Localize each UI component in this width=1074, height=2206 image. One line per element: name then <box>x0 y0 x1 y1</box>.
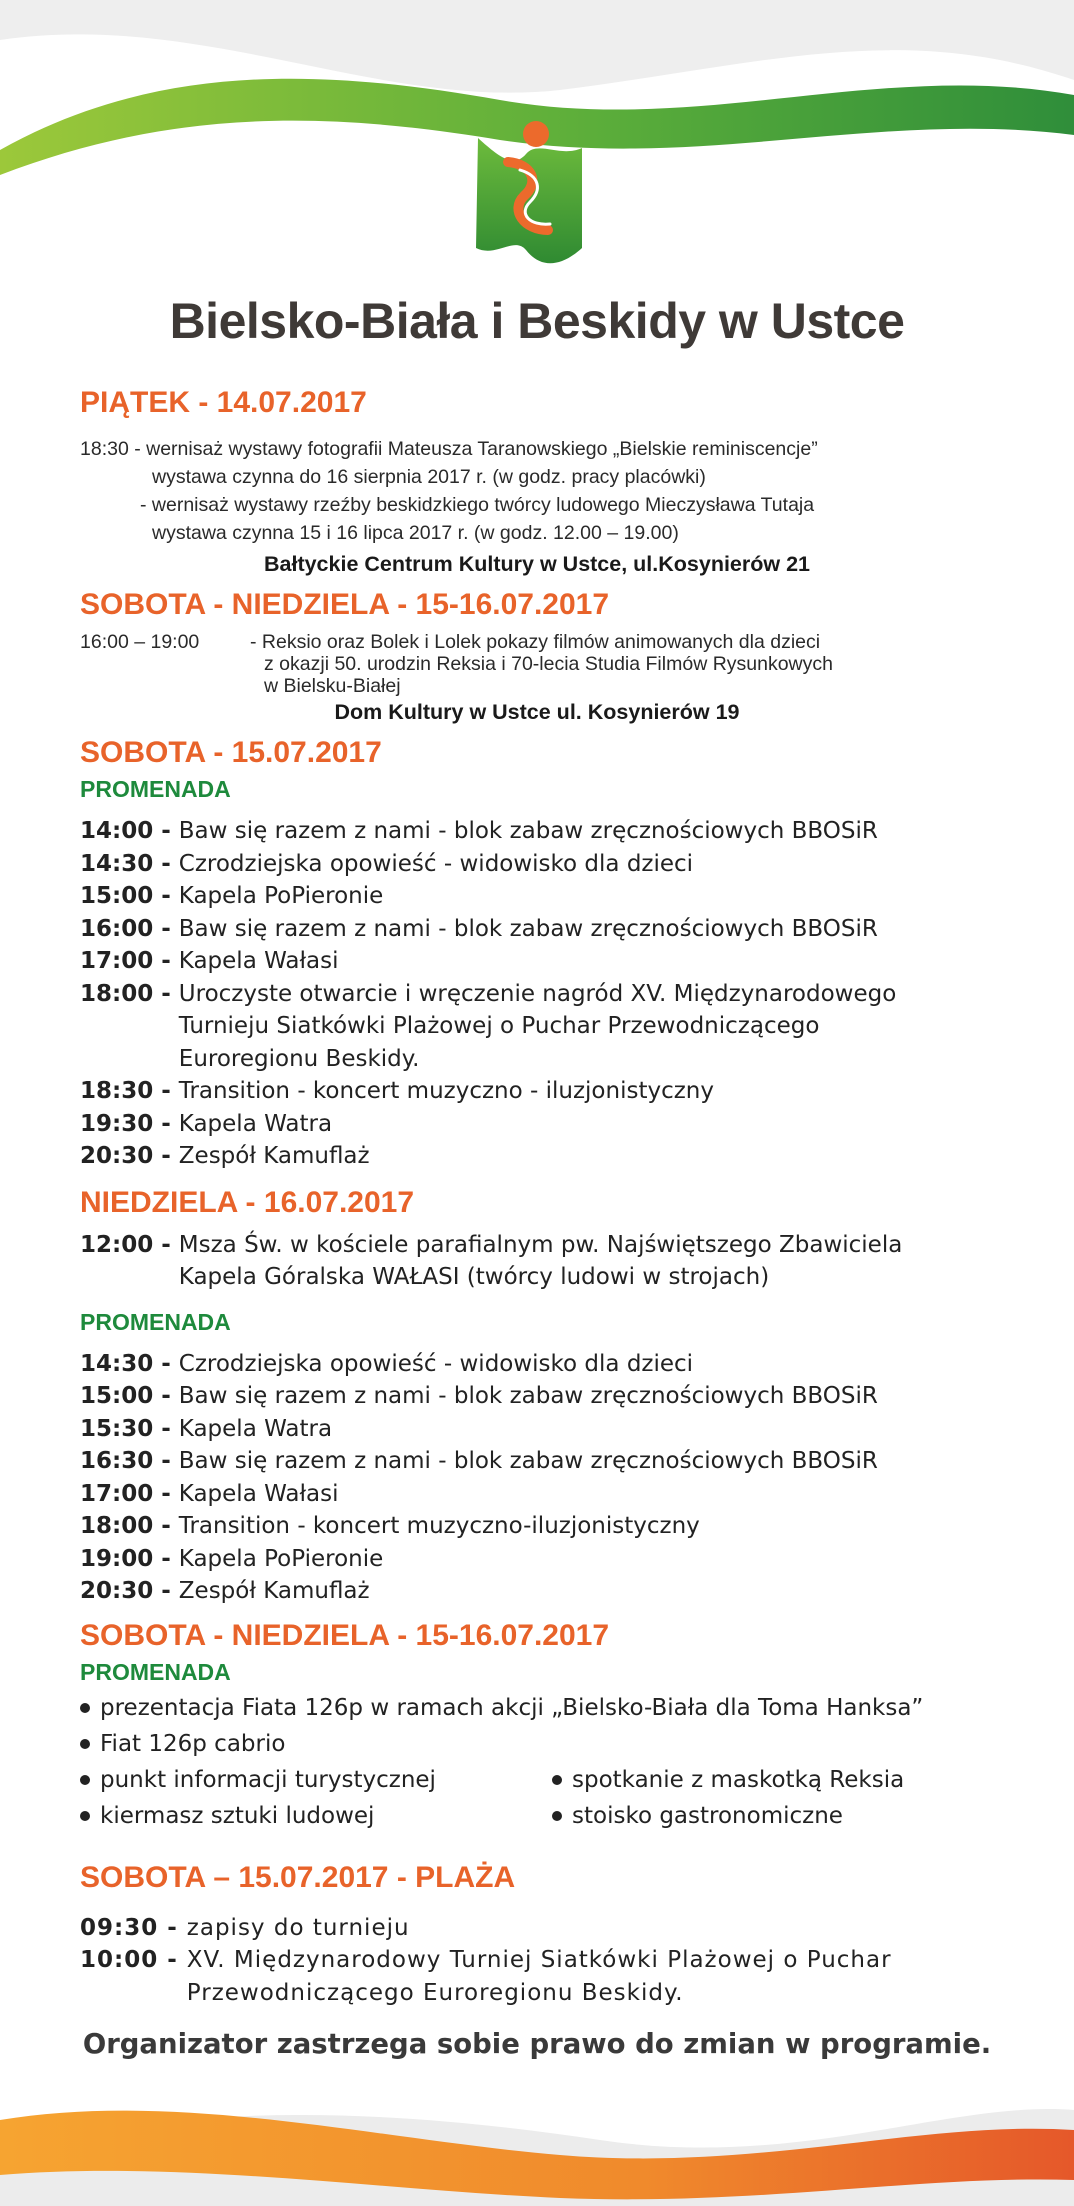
bullet-text: Fiat 126p cabrio <box>100 1730 286 1757</box>
beach-event-list <box>80 1912 900 2010</box>
saturday-event-list <box>80 815 910 1173</box>
event-item <box>80 1140 910 1173</box>
bullet-dot <box>552 1811 562 1821</box>
sunday-mass-item <box>80 1229 1000 1294</box>
bullet-item <box>80 1762 552 1798</box>
event-time: 12:00 - <box>80 1231 179 1258</box>
bullet-item <box>552 1798 843 1834</box>
event-description: Kapela Watra <box>178 1110 333 1137</box>
bullet-dot <box>80 1775 90 1785</box>
event-item <box>80 880 910 913</box>
program-content <box>80 383 1000 2009</box>
bullet-text: punkt informacji turystycznej <box>100 1766 436 1793</box>
sunday-mass-line-2: Kapela Góralska WAŁASI (twórcy ludowi w strojach) <box>178 1264 770 1290</box>
event-item <box>80 1575 940 1608</box>
sunday-mass-desc <box>179 1229 1000 1294</box>
event-time: 18:30 - <box>80 1078 179 1104</box>
bullet-item <box>80 1798 552 1834</box>
friday-line-2: wystawa czynna do 16 sierpnia 2017 r. (w godz. pracy placówki) <box>152 466 706 488</box>
event-time: 15:00 - <box>80 883 179 909</box>
event-time: 10:00 - <box>80 1947 187 1973</box>
event-time: 19:00 - <box>80 1545 179 1572</box>
event-item <box>80 1944 900 2009</box>
event-time: 17:00 - <box>80 948 179 974</box>
event-item <box>80 848 910 881</box>
event-item <box>80 1543 940 1576</box>
event-description: XV. Międzynarodowy Turniej Siatkówki Plażowej o Puchar Przewodniczącego Euroregionu Beskidy. <box>186 1947 892 2006</box>
event-description: Kapela PoPieronie <box>178 883 384 909</box>
event-description: Uroczyste otwarcie i wręczenie nagród XV. Międzynarodowego Turnieju Siatkówki Plażowej o Puchar Przewodniczącego Euroregionu Beskidy. <box>178 980 897 1072</box>
event-description: Czrodziejska opowieść - widowisko dla dzieci <box>178 1350 694 1377</box>
event-description: Czrodziejska opowieść - widowisko dla dzieci <box>178 850 694 877</box>
event-description: Kapela PoPieronie <box>178 1545 384 1572</box>
event-description: Zespół Kamuflaż <box>178 1143 370 1169</box>
event-item <box>80 1445 940 1478</box>
event-description: Kapela Watra <box>178 1415 333 1442</box>
event-time: 14:30 - <box>80 850 179 877</box>
weekend1-block <box>80 631 1000 697</box>
event-time: 18:00 - <box>80 980 179 1007</box>
event-item <box>80 1108 910 1141</box>
page-title: Bielsko-Biała i Beskidy w Ustce <box>169 293 905 349</box>
event-time: 17:00 - <box>80 1480 179 1507</box>
event-item <box>80 978 910 1076</box>
saturday-heading: SOBOTA - 15.07.2017 <box>80 736 382 769</box>
friday-heading: PIĄTEK - 14.07.2017 <box>80 386 367 419</box>
event-time: 18:00 - <box>80 1513 179 1539</box>
friday-line-3: - wernisaż wystawy rzeźby beskidzkiego twórcy ludowego Mieczysława Tutaja <box>140 494 815 516</box>
bullet-dot <box>80 1703 90 1713</box>
bullet-dot <box>80 1739 90 1749</box>
event-item <box>80 1912 900 1945</box>
weekend1-desc <box>250 631 1000 697</box>
bullet-text: prezentacja Fiata 126p w ramach akcji „Bielsko-Biała dla Toma Hanksa” <box>100 1694 924 1721</box>
bullet-item <box>80 1726 1000 1762</box>
weekend1-venue: Dom Kultury w Ustce ul. Kosynierów 19 <box>334 700 740 724</box>
event-description: Baw się razem z nami - blok zabaw zręcznościowych BBOSiR <box>178 818 878 844</box>
event-time: 20:30 - <box>80 1578 179 1604</box>
event-description: Kapela Wałasi <box>178 948 339 974</box>
weekend1-time: 16:00 – 19:00 <box>80 631 200 653</box>
sunday-heading: NIEDZIELA - 16.07.2017 <box>80 1185 415 1219</box>
saturday-promenada-label: PROMENADA <box>80 776 231 802</box>
bullet-row <box>80 1798 1000 1834</box>
beach-heading: SOBOTA – 15.07.2017 - PLAŻA <box>80 1860 516 1894</box>
event-item <box>80 815 910 848</box>
bullet-item <box>80 1690 1000 1726</box>
disclaimer-notice: Organizator zastrzega sobie prawo do zmian w programie. <box>82 2028 992 2060</box>
weekend-heading-1: SOBOTA - NIEDZIELA - 15-16.07.2017 <box>80 588 610 621</box>
friday-venue: Bałtyckie Centrum Kultury w Ustce, ul.Kosynierów 21 <box>263 552 810 576</box>
event-item <box>80 1380 940 1413</box>
friday-line-1: 18:30 - wernisaż wystawy fotografii Mateusza Taranowskiego „Bielskie reminiscencje” <box>80 438 818 460</box>
weekend-heading-2: SOBOTA - NIEDZIELA - 15-16.07.2017 <box>80 1618 610 1652</box>
event-time: 16:00 - <box>80 915 179 942</box>
event-time: 15:00 - <box>80 1383 179 1409</box>
event-description: Transition - koncert muzyczno - iluzjonistyczny <box>178 1078 714 1104</box>
bullet-text: kiermasz sztuki ludowej <box>100 1802 375 1829</box>
event-item <box>80 945 910 978</box>
weekend1-line-3: w Bielsku-Białej <box>264 675 401 697</box>
bullet-text: stoisko gastronomiczne <box>572 1802 843 1829</box>
sunday-mass-line-1: Msza Św. w kościele parafialnym pw. Najświętszego Zbawiciela <box>178 1231 903 1258</box>
event-item <box>80 1075 910 1108</box>
weekend1-line-2: z okazji 50. urodzin Reksia i 70-lecia Studia Filmów Rysunkowych <box>264 653 833 675</box>
event-item <box>80 913 910 946</box>
sunday-promenada-label: PROMENADA <box>80 1308 231 1335</box>
event-item <box>80 1413 940 1446</box>
event-time: 16:30 - <box>80 1448 179 1474</box>
event-time: 15:30 - <box>80 1415 179 1442</box>
friday-line-4: wystawa czynna 15 i 16 lipca 2017 r. (w godz. 12.00 – 19.00) <box>152 522 679 544</box>
bullet-row <box>80 1762 1000 1798</box>
bullet-item <box>552 1762 904 1798</box>
event-time: 14:00 - <box>80 818 179 844</box>
event-description: Baw się razem z nami - blok zabaw zręcznościowych BBOSiR <box>178 1383 878 1409</box>
event-item <box>80 1478 940 1511</box>
event-description: Zespół Kamuflaż <box>178 1578 370 1604</box>
event-time: 14:30 - <box>80 1350 179 1377</box>
event-time: 09:30 - <box>80 1914 187 1941</box>
event-description: Kapela Wałasi <box>178 1480 339 1507</box>
sunday-event-list <box>80 1348 940 1608</box>
weekend2-bullet-list <box>80 1690 1000 1834</box>
bielsko-biala-logo <box>470 118 588 268</box>
event-description: Baw się razem z nami - blok zabaw zręcznościowych BBOSiR <box>178 1448 878 1474</box>
event-description: Transition - koncert muzyczno-iluzjonistyczny <box>178 1513 700 1539</box>
bullet-dot <box>552 1775 562 1785</box>
friday-block <box>80 435 1000 581</box>
event-time: 20:30 - <box>80 1143 179 1169</box>
bullet-text: spotkanie z maskotką Reksia <box>572 1766 905 1793</box>
weekend2-promenada-label: PROMENADA <box>80 1658 231 1685</box>
event-item <box>80 1348 940 1381</box>
bullet-dot <box>80 1811 90 1821</box>
event-description: Baw się razem z nami - blok zabaw zręcznościowych BBOSiR <box>178 915 878 942</box>
bottom-wave-decoration <box>0 2080 1074 2206</box>
event-time: 19:30 - <box>80 1110 179 1137</box>
event-item <box>80 1510 940 1543</box>
weekend1-line-1: - Reksio oraz Bolek i Lolek pokazy filmów animowanych dla dzieci <box>250 631 821 653</box>
event-description: zapisy do turnieju <box>186 1914 410 1941</box>
